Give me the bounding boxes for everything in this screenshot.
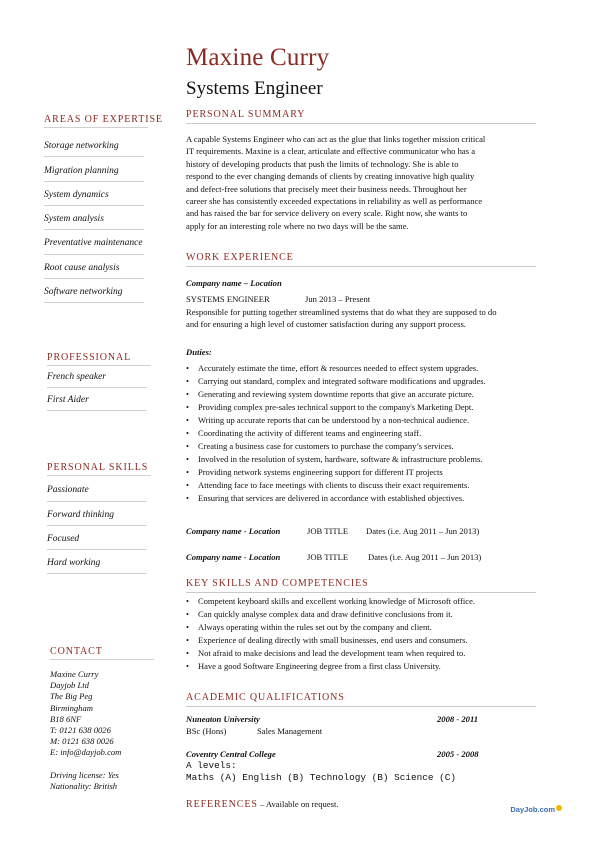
- expertise-divider: [44, 205, 144, 206]
- contact-postcode: B18 6NF: [50, 713, 82, 724]
- key-skill-item: • Not afraid to make decisions and lead the development team when required to.: [186, 647, 475, 660]
- summary-line: career she has consistently exceeded expectations in reliability as well as performance: [186, 196, 483, 207]
- duty-item: • Creating a business case for customers to purchase the company’s services.: [186, 440, 486, 453]
- personal-skills-heading: PERSONAL SKILLS: [47, 462, 149, 473]
- professional-item: First Aider: [47, 395, 89, 405]
- driving-license: Driving license: Yes: [50, 769, 119, 780]
- university-years: 2008 - 2011: [437, 714, 479, 724]
- summary-line: history of developing products that push the limits of technology. She is able to: [186, 158, 459, 169]
- expertise-divider: [44, 302, 144, 303]
- contact-name: Maxine Curry: [50, 669, 99, 679]
- personal-skills-divider: [47, 501, 147, 502]
- contact-mobile: M: 0121 638 0026: [50, 736, 114, 747]
- college-name: Coventry Central College: [186, 749, 276, 759]
- duty-item: • Generating and reviewing system downtime reports that give an accurate picture.: [186, 388, 486, 401]
- degree-subject: Sales Management: [257, 726, 323, 736]
- summary-line: and defect-free solutions that precisely meet their business needs. Throughout her: [186, 183, 467, 194]
- key-skill-item: • Always operating within the rules set out by the company and client.: [186, 621, 475, 634]
- duty-item: • Carrying out standard, complex and integrated software modifications and upgrades.: [186, 375, 486, 388]
- contact-heading: CONTACT: [50, 646, 103, 657]
- key-skills-list: [186, 595, 475, 673]
- expertise-item: Migration planning: [44, 166, 119, 176]
- personal-skills-divider: [47, 525, 147, 526]
- sun-icon: [556, 805, 562, 811]
- dayjob-logo-text: DayJob.com: [510, 805, 555, 814]
- expertise-divider: [44, 254, 144, 255]
- personal-skill-item: Passionate: [47, 485, 89, 495]
- contact-divider: [50, 659, 154, 660]
- professional-divider: [47, 387, 147, 388]
- personal-skills-divider: [47, 573, 147, 574]
- summary-paragraph: [186, 133, 485, 232]
- candidate-name: Maxine Curry: [186, 44, 330, 71]
- expertise-item: Root cause analysis: [44, 263, 120, 273]
- contact-telephone: T: 0121 638 0026: [50, 725, 111, 736]
- job3-title: JOB TITLE: [307, 552, 349, 562]
- personal-skill-item: Forward thinking: [47, 510, 114, 520]
- job3-company: Company name - Location: [186, 552, 281, 562]
- expertise-item: Software networking: [44, 287, 123, 297]
- expertise-item: System dynamics: [44, 190, 109, 200]
- degree: BSc (Hons): [186, 726, 227, 736]
- expertise-item: Storage networking: [44, 141, 119, 151]
- duties-list: [186, 362, 486, 505]
- duties-label: Duties:: [186, 347, 212, 357]
- key-skill-item: • Competent keyboard skills and excellent working knowledge of Microsoft office.: [186, 595, 475, 608]
- summary-heading: PERSONAL SUMMARY: [186, 109, 536, 124]
- summary-line: apply for an interesting role where no two days will be the same.: [186, 220, 409, 231]
- duty-item: • Writing up accurate reports that can be understood by a non-technical audience.: [186, 414, 486, 427]
- contact-email: E: info@dayjob.com: [50, 747, 122, 758]
- summary-line: IT requirements. Maxine is a clear, articulate and effective communicator who has a: [186, 146, 476, 157]
- job-title: Systems Engineer: [186, 78, 323, 99]
- expertise-heading: AREAS OF EXPERTISE: [44, 114, 163, 125]
- expertise-item: System analysis: [44, 214, 104, 224]
- expertise-divider: [44, 156, 144, 157]
- personal-skills-divider: [47, 475, 151, 476]
- expertise-divider: [44, 181, 144, 182]
- duty-item: • Coordinating the activity of different teams and engineering staff.: [186, 427, 486, 440]
- a-levels-grades: Maths (A) English (B) Technology (B) Science (C): [186, 772, 457, 783]
- nationality: Nationality: British: [50, 780, 118, 791]
- duty-item: • Ensuring that services are delivered in accordance with established objectives.: [186, 492, 486, 505]
- contact-company: Dayjob Ltd: [50, 680, 89, 691]
- job1-description-line: and for ensuring a high level of customer satisfaction during any support process.: [186, 319, 466, 330]
- duty-item: • Providing complex pre-sales technical support to the company's Marketing Dept.: [186, 401, 486, 414]
- key-skill-item: • Experience of dealing directly with small businesses, end users and consumers.: [186, 634, 475, 647]
- contact-city: Birmingham: [50, 702, 93, 713]
- academic-heading: ACADEMIC QUALIFICATIONS: [186, 692, 536, 707]
- professional-item: French speaker: [47, 372, 106, 382]
- job1-company: Company name – Location: [186, 278, 282, 288]
- duty-item: • Attending face to face meetings with clients to discuss their exact requirements.: [186, 479, 486, 492]
- professional-divider: [47, 365, 151, 366]
- job1-dates: Jun 2013 – Present: [305, 294, 371, 304]
- college-years: 2005 - 2008: [437, 749, 479, 759]
- duty-item: • Involved in the resolution of system, hardware, software & infrastructure problems.: [186, 453, 486, 466]
- a-levels-label: A levels:: [186, 760, 237, 771]
- job2-dates: Dates (i.e. Aug 2011 – Jun 2013): [366, 526, 480, 536]
- key-skill-item: • Have a good Software Engineering degree from a first class University.: [186, 660, 475, 673]
- key-skills-heading: KEY SKILLS AND COMPETENCIES: [186, 578, 536, 593]
- university-name: Nuneaton University: [186, 714, 260, 724]
- summary-line: A capable Systems Engineer who can act as the glue that links together mission critical: [186, 134, 486, 144]
- summary-line: and has raised the bar for service delivery on every scale. Right now, she wants to: [186, 208, 468, 219]
- references-text: – Available on request.: [257, 799, 339, 809]
- job1-description: [186, 306, 497, 331]
- personal-skill-item: Hard working: [47, 558, 101, 568]
- references-heading: REFERENCES: [186, 799, 258, 810]
- key-skill-item: • Can quickly analyse complex data and draw definitive conclusions from it.: [186, 608, 475, 621]
- duty-item: • Providing network systems engineering support for different IT projects: [186, 466, 486, 479]
- personal-skill-item: Focused: [47, 534, 80, 544]
- job1-title: SYSTEMS ENGINEER: [186, 294, 270, 304]
- work-heading: WORK EXPERIENCE: [186, 252, 536, 267]
- dayjob-logo: [510, 805, 562, 814]
- contact-street: The Big Peg: [50, 691, 93, 702]
- expertise-divider: [44, 278, 144, 279]
- references-row: [186, 794, 339, 812]
- duty-item: • Accurately estimate the time, effort & resources needed to effect system upgrades.: [186, 362, 486, 375]
- expertise-divider: [44, 229, 144, 230]
- job2-title: JOB TITLE: [307, 526, 349, 536]
- professional-heading: PROFESSIONAL: [47, 352, 132, 363]
- contact-block: [50, 669, 121, 792]
- personal-skills-divider: [47, 549, 147, 550]
- job3-dates: Dates (i.e. Aug 2011 – Jun 2013): [368, 552, 482, 562]
- job1-description-line: Responsible for putting together streamlined systems that do what they are supposed to do: [186, 307, 497, 317]
- job2-company: Company name - Location: [186, 526, 281, 536]
- expertise-divider: [44, 127, 148, 128]
- professional-divider: [47, 410, 147, 411]
- expertise-item: Preventative maintenance: [44, 238, 143, 248]
- summary-line: respond to the ever changing demands of clients by creating innovative high quality: [186, 171, 475, 182]
